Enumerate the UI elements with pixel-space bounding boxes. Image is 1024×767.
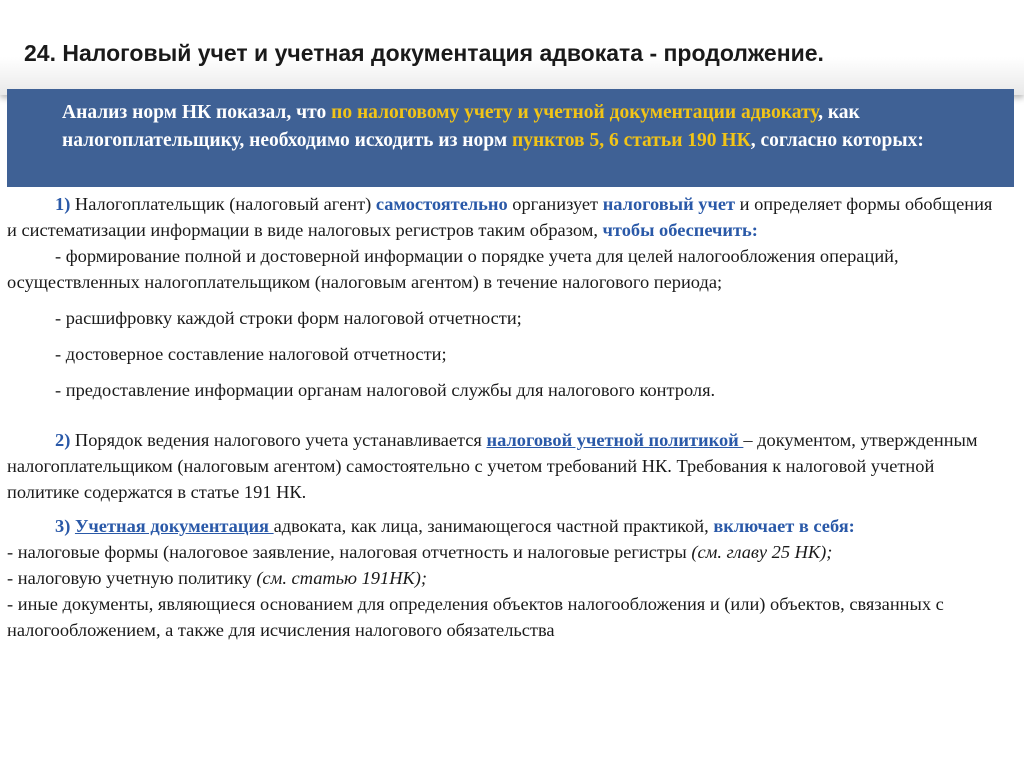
intro-text: Анализ норм НК показал, что по налоговому учету и учетной документации адвокату, как налогоплательщику, необходимо исходить из норм пунктов 5, 6 статьи 190 НК, согласно которых: (62, 102, 924, 151)
link-nalogovaya-uchetnaya-politika[interactable]: налоговой учетной политикой (486, 430, 744, 450)
slide-title: 24. Налоговый учет и учетная документация адвоката - продолжение. (24, 40, 824, 66)
item-1-bullet: - расшифровку каждой строки форм налоговой отчетности; (55, 308, 522, 328)
item-1-bullet: - формирование полной и достоверной информации о порядке учета для целей налогообложения операций, осуществленных налогоплательщиком (налоговым агентом) в течение налогового периода; (7, 246, 899, 292)
keyword-chtoby-obespechit: чтобы обеспечить: (602, 220, 758, 240)
keyword-vklyuchaet-v-sebya: включает в себя: (713, 516, 855, 536)
item-3-bullet: - налоговые формы (налоговое заявление, налоговая отчетность и налоговые регистры (см. главу 25 НК); (7, 542, 833, 562)
slide-body (7, 191, 997, 643)
item-3-bullet: - иные документы, являющиеся основанием для определения объектов налогообложения и (или) объектов, связанных с налогообложением, а также для исчисления налогового обязательства (7, 594, 944, 640)
item-2-paragraph: 2) Порядок ведения налогового учета устанавливается налоговой учетной политикой – документом, утвержденным налогоплательщиком (налоговым агентом) самостоятельно с учетом требований НК. Требования к налоговой учетной политике содержатся в статье 191 НК. (7, 430, 978, 502)
intro-highlight-1: по налоговому учету и учетной документации адвокату (331, 102, 819, 123)
intro-box (7, 89, 1014, 187)
keyword-samostoyatelno: самостоятельно (375, 194, 508, 214)
item-1-bullet: - достоверное составление налоговой отчетности; (55, 344, 447, 364)
keyword-nalogovyi-uchet: налоговый учет (602, 194, 736, 214)
reference-glava-25: (см. главу 25 НК); (691, 542, 833, 562)
item-2-number: 2) (55, 430, 71, 450)
item-1-number: 1) (55, 194, 71, 214)
reference-statya-191: (см. статью 191НК); (256, 568, 427, 588)
item-3-paragraph: 3) Учетная документация адвоката, как лица, занимающегося частной практикой, включает в себя: (55, 516, 855, 536)
item-1-paragraph: 1) Налогоплательщик (налоговый агент) самостоятельно организует налоговый учет и определяет формы обобщения и систематизации информации в виде налоговых регистров таким образом, чтобы обеспечить: (7, 194, 993, 240)
link-uchetnaya-dokumentatsiya[interactable]: Учетная документация (74, 516, 274, 536)
slide-header (0, 0, 1024, 95)
item-3-number: 3) (55, 516, 71, 536)
item-3-bullet: - налоговую учетную политику (см. статью 191НК); (7, 568, 427, 588)
item-1-bullet: - предоставление информации органам налоговой службы для налогового контроля. (55, 380, 716, 400)
intro-highlight-2: пунктов 5, 6 статьи 190 НК (512, 130, 751, 151)
